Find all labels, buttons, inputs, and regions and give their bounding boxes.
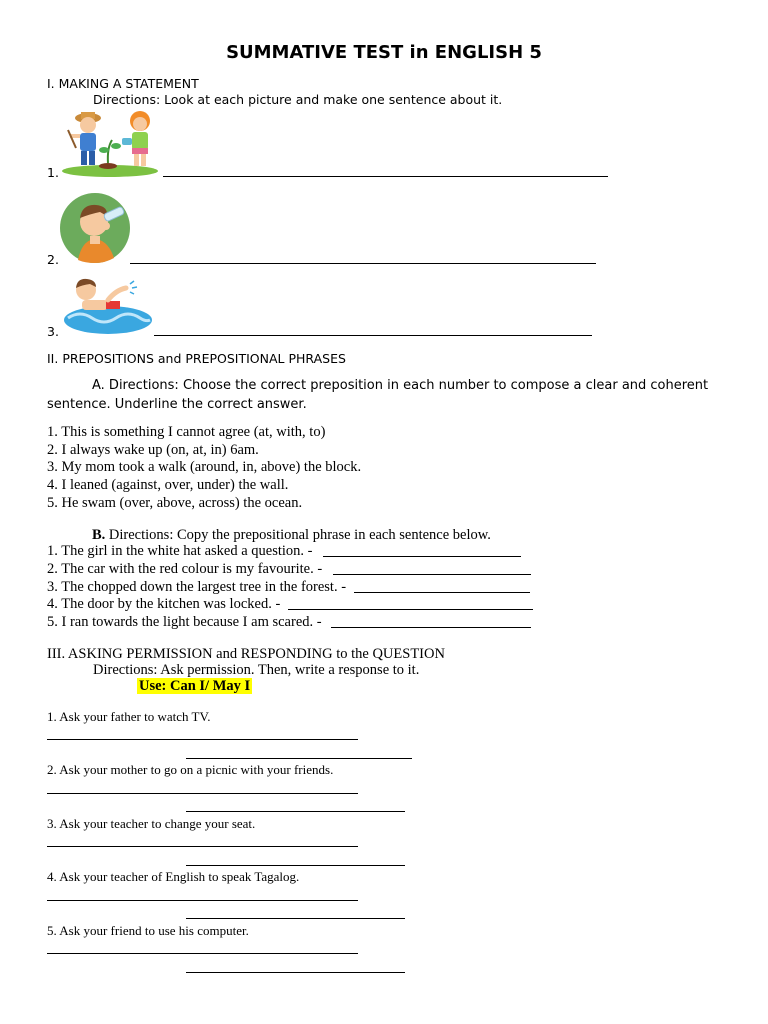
permission-item: 3. Ask your teacher to change your seat. xyxy=(47,816,256,831)
phrase-item: 5. I ran towards the light because I am scared. - xyxy=(47,614,322,630)
response-line[interactable] xyxy=(186,811,405,812)
phrase-item: 4. The door by the kitchen was locked. - xyxy=(47,596,281,612)
answer-line[interactable] xyxy=(163,176,608,177)
part3-directions: Directions: Ask permission. Then, write a response to it. xyxy=(93,662,420,678)
phrase-item: 2. The car with the red colour is my favourite. - xyxy=(47,561,323,577)
preposition-item: 3. My mom took a walk (around, in, above) the block. xyxy=(47,459,362,475)
use-label xyxy=(137,678,252,695)
response-line[interactable] xyxy=(186,972,405,973)
answer-line[interactable] xyxy=(333,574,531,575)
question-line[interactable] xyxy=(47,900,358,901)
part1-heading: I. MAKING A STATEMENT xyxy=(47,76,199,91)
question-line[interactable] xyxy=(47,793,358,794)
phrase-item: 1. The girl in the white hat asked a question. - xyxy=(47,543,313,559)
part2-a-directions-cont: sentence. Underline the correct answer. xyxy=(47,397,307,412)
kids-gardening-picture xyxy=(60,108,160,178)
boy-drinking-water-picture xyxy=(60,192,132,264)
question-line[interactable] xyxy=(47,739,358,740)
permission-item: 2. Ask your mother to go on a picnic with your friends. xyxy=(47,762,334,777)
answer-line[interactable] xyxy=(323,556,521,557)
part2-a-directions: A. Directions: Choose the correct preposition in each number to compose a clear and coherent xyxy=(92,378,709,393)
use-label-highlight: Use: Can I/ May I xyxy=(139,678,251,694)
part1-item-number: 1. xyxy=(47,165,59,180)
part1-item-number: 3. xyxy=(47,324,59,339)
answer-line[interactable] xyxy=(354,592,530,593)
part2-heading: II. PREPOSITIONS and PREPOSITIONAL PHRASES xyxy=(47,351,346,366)
answer-line[interactable] xyxy=(130,263,596,264)
part2-b-directions-text: Directions: Copy the prepositional phrase in each sentence below. xyxy=(105,527,491,543)
response-line[interactable] xyxy=(186,918,405,919)
permission-item: 4. Ask your teacher of English to speak Tagalog. xyxy=(47,869,300,884)
answer-line[interactable] xyxy=(288,609,533,610)
boy-swimming-picture xyxy=(60,274,152,336)
preposition-item: 1. This is something I cannot agree (at, with, to) xyxy=(47,424,326,440)
part2-b-label: B. xyxy=(92,527,106,543)
question-line[interactable] xyxy=(47,846,358,847)
permission-item: 1. Ask your father to watch TV. xyxy=(47,709,211,724)
preposition-item: 5. He swam (over, above, across) the ocean. xyxy=(47,495,303,511)
part3-heading: III. ASKING PERMISSION and RESPONDING to the QUESTION xyxy=(47,646,445,662)
part1-directions: Directions: Look at each picture and make one sentence about it. xyxy=(93,92,503,107)
page-title: SUMMATIVE TEST in ENGLISH 5 xyxy=(226,42,542,63)
response-line[interactable] xyxy=(186,758,412,759)
answer-line[interactable] xyxy=(154,335,592,336)
phrase-item: 3. The chopped down the largest tree in the forest. - xyxy=(47,579,347,595)
permission-item: 5. Ask your friend to use his computer. xyxy=(47,923,249,938)
question-line[interactable] xyxy=(47,953,358,954)
answer-line[interactable] xyxy=(331,627,531,628)
part2-b-directions xyxy=(92,527,491,544)
response-line[interactable] xyxy=(186,865,405,866)
part1-item-number: 2. xyxy=(47,252,59,267)
preposition-item: 4. I leaned (against, over, under) the wall. xyxy=(47,477,289,493)
preposition-item: 2. I always wake up (on, at, in) 6am. xyxy=(47,442,259,458)
